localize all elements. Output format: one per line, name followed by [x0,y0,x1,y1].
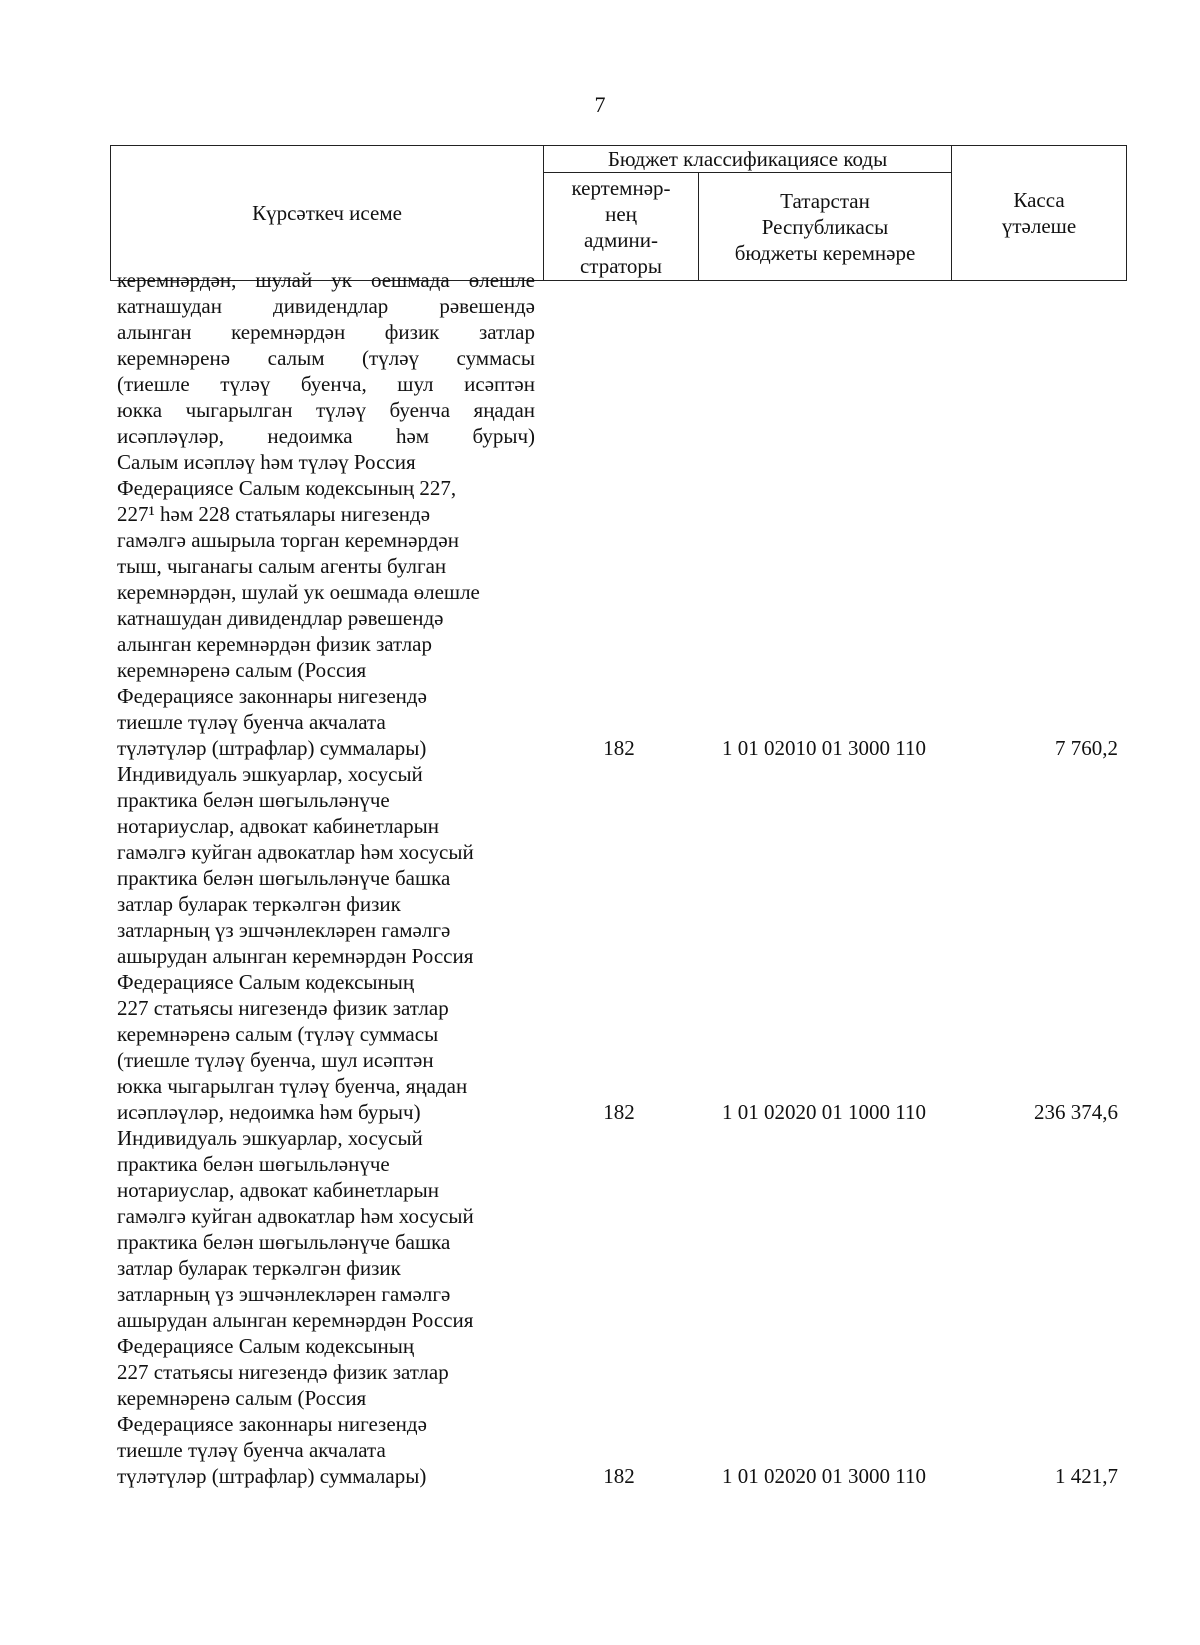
header-republic-budget-revenues: Татарстан Республикасы бюджеты керемнәре [699,173,952,281]
row-4-cash-amount: 1 421,7 [1055,1464,1118,1488]
header-revenue-administrators: кертемнәр- нең админи- страторы [544,173,699,281]
row-4-budget-code: 1 01 02020 01 3000 110 [722,1464,926,1488]
row-2-admin-code: 182 [603,736,635,760]
header-cash-execution: Касса үтәлеше [952,146,1127,281]
row-3-admin-code: 182 [603,1100,635,1124]
row-4-indicator-text: Индивидуаль эшкуарлар, хосусый практика белән шөгыльләнүче нотариуслар, адвокат кабинетларын гамәлгә куйган адвокатлар һәм хосусый практика белән шөгыльләнүче башка затлар буларак теркәлгән физик затларның үз эшчәнлекләрен гамәлгә ашырудан алынган керемнәрдән Россия Федерациясе Салым кодексының 227 статьясы нигезендә физик затлар керемнәренә салым (Россия Федерациясе законнары нигезендә тиешле түләү буенча акчалата түләтүләр (штрафлар) суммалары) [117,1126,474,1488]
row-2-budget-code: 1 01 02010 01 3000 110 [722,736,926,760]
row-2-cash-amount: 7 760,2 [1055,736,1118,760]
row-3-indicator-text: Индивидуаль эшкуарлар, хосусый практика белән шөгыльләнүче нотариуслар, адвокат кабинетларын гамәлгә куйган адвокатлар һәм хосусый практика белән шөгыльләнүче башка затлар буларак теркәлгән физик затларның үз эшчәнлекләрен гамәлгә ашырудан алынган керемнәрдән Россия Федерациясе Салым кодексының 227 статьясы нигезендә физик затлар керемнәренә салым (түләү суммасы (тиешле түләү буенча, шул исәптән юкка чыгарылган түләү буенча, яңадан исәпләүләр, недоимка һәм бурыч) [117,762,474,1124]
page-number: 7 [594,92,606,117]
header-budget-classification: Бюджет классификациясе коды [544,146,952,173]
row-1-indicator-text: керемнәрдән, шулай ук оешмада өлешле катнашудан дивидендлар рәвешендә алынган керемнәрдән физик затлар керемнәренә салым (түләү суммасы (тиешле түләү буенча, шул исәптән юкка чыгарылган түләү буенча яңадан исәпләүләр, недоимка һәм бурыч) [117,268,535,448]
header-indicator-name: Күрсәткеч исеме [111,146,544,281]
row-2-indicator-text: Салым исәпләү һәм түләү Россия Федерациясе Салым кодексының 227, 227¹ һәм 228 статьялары нигезендә гамәлгә ашырыла торган керемнәрдән тыш, чыганагы салым агенты булган керемнәрдән, шулай ук оешмада өлешле катнашудан дивидендлар рәвешендә алынган керемнәрдән физик затлар керемнәренә салым (Россия Федерациясе законнары нигезендә тиешле түләү буенча акчалата түләтүләр (штрафлар) суммалары) [117,450,480,760]
row-3-cash-amount: 236 374,6 [1034,1100,1118,1124]
row-4-admin-code: 182 [603,1464,635,1488]
table-header [110,145,1127,281]
row-3-budget-code: 1 01 02020 01 1000 110 [722,1100,926,1124]
